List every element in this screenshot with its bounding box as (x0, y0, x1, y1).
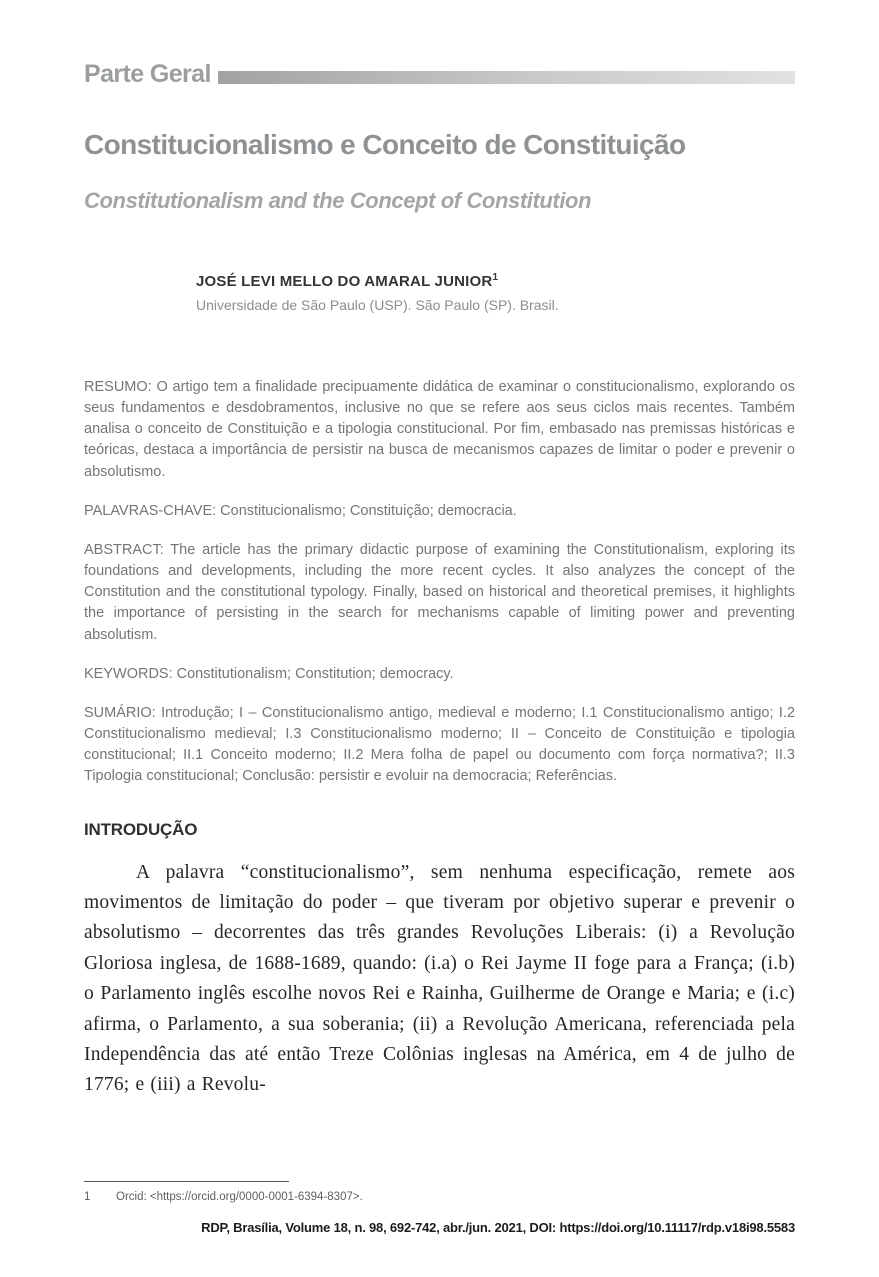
section-divider-bar (218, 71, 795, 84)
author-affiliation: Universidade de São Paulo (USP). São Paulo (SP). Brasil. (196, 297, 559, 313)
footnote-rule (84, 1181, 289, 1182)
author-name (196, 272, 795, 290)
resumo-paragraph: RESUMO: O artigo tem a finalidade precipuamente didática de examinar o constitucionalismo, explorando os seus fundamentos e desdobramentos, inclusive no que se refere aos seus ciclos mais recentes. Também analisa o conceito de Constituição e a tipologia constitucional. Por fim, embasado nas premissas históricas e teóricas, destaca a importância de persistir na busca de mecanismos capazes de limitar o poder e prevenir o absolutismo. (84, 379, 795, 480)
article-title: Constitucionalismo e Conceito de Constituição (84, 129, 686, 160)
abstract-paragraph: ABSTRACT: The article has the primary didactic purpose of examining the Constitutionalism, exploring its foundations and developments, including the more recent cycles. It also analyzes the concept of the Constitution and the constitutional typology. Finally, based on historical and theoretical premises, it highlights the importance of persisting in the search for mechanisms capable of limiting power and preventing absolutism. (84, 541, 795, 643)
footnote-number: 1 (84, 1191, 91, 1203)
footnote-text: Orcid: <https://orcid.org/0000-0001-6394-8307>. (116, 1191, 363, 1203)
section-header (84, 60, 795, 89)
keywords-line: KEYWORDS: Constitutionalism; Constitution; democracy. (84, 665, 454, 682)
sumario-paragraph: SUMÁRIO: Introdução; I – Constitucionalismo antigo, medieval e moderno; I.1 Constitucionalismo antigo; I.2 Constitucionalismo medieval; I.3 Constitucionalismo moderno; II – Conceito de Constituição e tipologia constitucional; II.1 Conceito moderno; II.2 Mera folha de papel ou documento com força normativa?; II.3 Tipologia constitucional; Conclusão: persistir e evoluir na democracia; Referências. (84, 704, 795, 785)
author-block (196, 272, 795, 313)
journal-citation-footer: RDP, Brasília, Volume 18, n. 98, 692-742, abr./jun. 2021, DOI: https://doi.org/10.11117/rdp.v18i98.5583 (201, 1220, 795, 1235)
footnote-area (84, 1181, 795, 1203)
introduction-paragraph: A palavra “constitucionalismo”, sem nenhuma especificação, remete aos movimentos de limitação do poder – que tiveram por objetivo superar e prevenir o absolutismo – decorrentes das três grandes Revoluções Liberais: (i) a Revolução Gloriosa inglesa, de 1688-1689, quando: (i.a) o Rei Jayme II foge para a França; (i.b) o Parlamento inglês escolhe novos Rei e Rainha, Guilherme de Orange e Maria; e (i.c) afirma, o Parlamento, a sua soberania; (ii) a Revolução Americana, referenciada pela Independência das até então Treze Colônias inglesas na América, em 4 de julho de 1776; e (iii) a Revolu- (84, 861, 795, 1096)
footnote (84, 1191, 795, 1203)
author-name-text: JOSÉ LEVI MELLO DO AMARAL JUNIOR (196, 273, 493, 290)
article-subtitle-english: Constitutionalism and the Concept of Constitution (84, 188, 592, 213)
introduction-heading: INTRODUÇÃO (84, 819, 198, 839)
author-footnote-ref: 1 (492, 272, 499, 283)
palavras-chave-line: PALAVRAS-CHAVE: Constitucionalismo; Constituição; democracia. (84, 502, 517, 519)
section-label: Parte Geral (84, 60, 211, 88)
article-metadata (84, 377, 795, 788)
